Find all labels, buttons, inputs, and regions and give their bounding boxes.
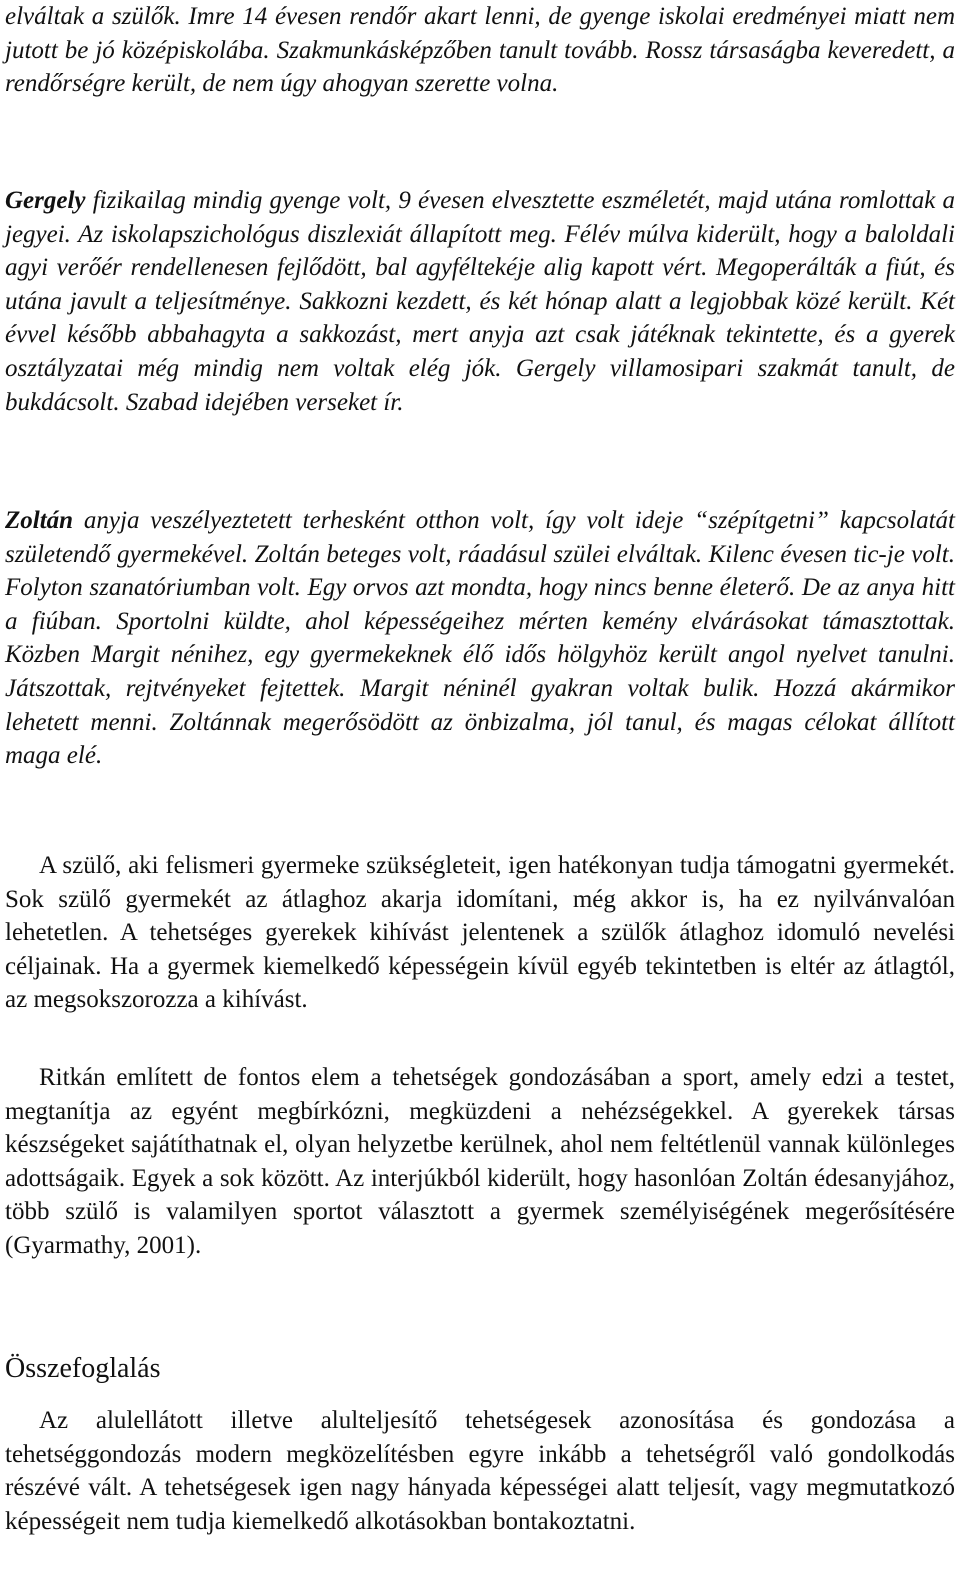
name-zoltan: Zoltán xyxy=(5,507,74,534)
paragraph-zoltan xyxy=(5,504,955,773)
paragraph-gergely xyxy=(5,184,955,419)
paragraph-sport: Ritkán említett de fontos elem a tehetségek gondozásában a sport, amely edzi a testet, megtanítja az egyént megbírkózni, megküzdeni a nehézségekkel. A gyerekek társas készségeket sajátíthatnak el, olyan helyzetbe kerülnek, ahol nem feltétlenül vannak különleges adottságaik. Egyek a sok között. Az interjúkból kiderült, hogy hasonlóan Zoltán édesanyjához, több szülő is valamilyen sportot választott a gyermek személyiségének megerősítésére (Gyarmathy, 2001). xyxy=(5,1064,955,1259)
paragraph-imre xyxy=(5,0,955,101)
paragraph-imre-text: elváltak a szülők. Imre 14 évesen rendőr akart lenni, de gyenge iskolai eredményei miatt nem jutott be jó középiskolába. Szakmunkásképzőben tanult tovább. Rossz társaságba keveredett, a rendőrségre került, de nem úgy ahogyan szerette volna. xyxy=(5,3,955,98)
paragraph-summary: Az alulellátott illetve alulteljesítő tehetségesek azonosítása és gondozása a tehetséggondozás modern megközelítésben egyre inkább a tehetségről való gondolkodás részévé vált. A tehetségesek igen nagy hányada képességei alatt teljesít, vagy megmutatkozó képességeit nem tudja kiemelkedő alkotásokban bontakoztatni. xyxy=(5,1407,955,1535)
name-gergely: Gergely xyxy=(5,187,86,214)
paragraph-parents: A szülő, aki felismeri gyermeke szükségleteit, igen hatékonyan tudja támogatni gyermekét. Sok szülő gyermekét az átlaghoz akarja idomítani, még akkor is, ha ez nyilvánvalóan lehetetlen. A tehetséges gyerekek kihívást jelentenek a szülők átlaghoz idomuló nevelési céljainak. Ha a gyermek kiemelkedő képességein kívül egyéb tekintetben is eltér az átlagtól, az megsokszorozza a kihívást. xyxy=(5,852,955,1014)
section-heading: Összefoglalás xyxy=(5,1353,161,1384)
paragraph-gergely-text: fizikailag mindig gyenge volt, 9 évesen elvesztette eszméletét, majd utána romlottak a jegyei. Az iskolapszichológus diszlexiát állapított meg. Félév múlva kiderült, hogy a baloldali agyi verőér rendellenesen fejlődött, bal agyféltekéje alig kapott vért. Megoperálták a fiút, és utána javult a teljesítménye. Sakkozni kezdett, és két hónap alatt a legjobbak közé került. Két évvel később abbahagyta a sakkozást, mert anyja azt csak játéknak tekintette, és a gyerek osztályzatai még mindig nem voltak elég jók. Gergely villamosipari szakmát tanult, de bukdácsolt. Szabad idejében verseket ír. xyxy=(5,187,955,416)
paragraph-zoltan-text: anyja veszélyeztetett terhesként otthon volt, így volt ideje “szépítgetni” kapcsolatát születendő gyermekével. Zoltán beteges volt, ráadásul szülei elváltak. Kilenc évesen tic-je volt. Folyton szanatóriumban volt. Egy orvos azt mondta, hogy nincs benne életerő. De az anya hitt a fiúban. Sportolni küldte, ahol képességeihez mérten kemény elvárásokat támasztottak. Közben Margit nénihez, egy gyermekeknek élő idős hölgyhöz került angol nyelvet tanulni. Játszottak, rejtvényeket fejtettek. Margit néninél gyakran voltak bulik. Hozzá akármikor lehetett menni. Zoltánnak megerősödött az önbizalma, jól tanul, és magas célokat állított maga elé. xyxy=(5,507,955,770)
